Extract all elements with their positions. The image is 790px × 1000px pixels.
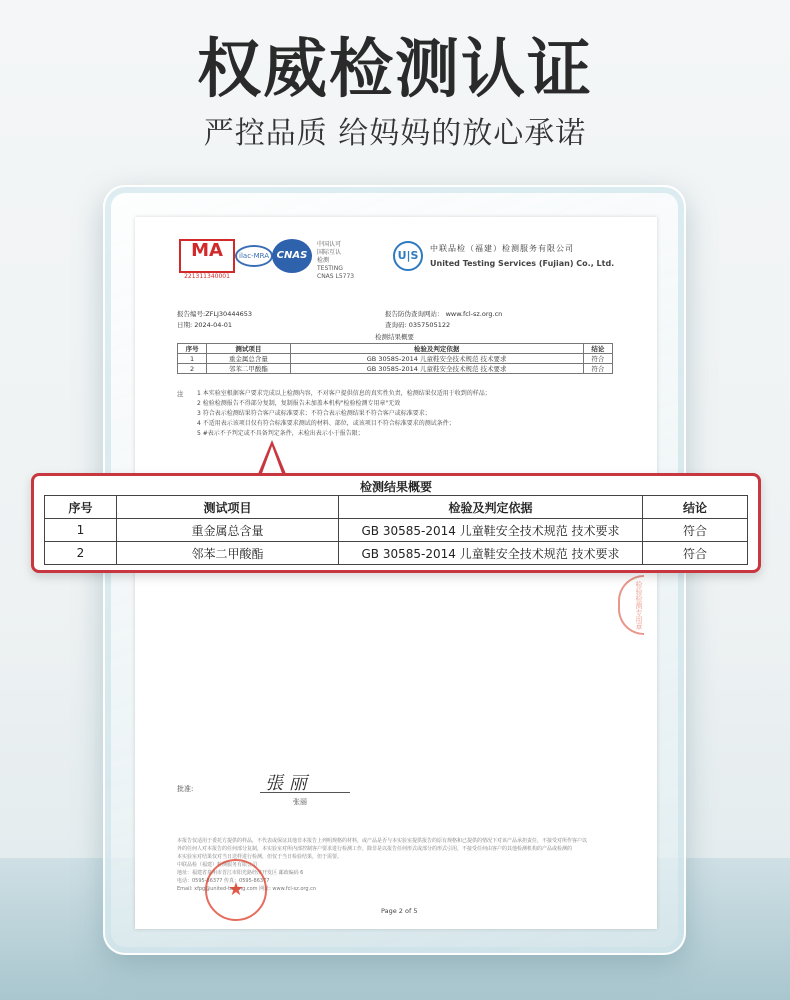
cell: 1 (178, 354, 207, 364)
headline: 权威检测认证 (197, 33, 593, 107)
table-header-row (45, 496, 748, 519)
notes-label: 注 (177, 390, 184, 398)
cnas-line: 国际互认 (317, 249, 342, 256)
cnas-side-text (317, 241, 377, 281)
query-code: 查询码: 0357505122 (385, 321, 451, 329)
report-number: 报告编号:ZFLJ30444653 (177, 310, 253, 318)
subline: 严控品质 给妈妈的放心承诺 (203, 116, 587, 151)
official-stamp: ★ (205, 859, 267, 921)
callout-pointer-inner (261, 446, 283, 476)
cell: 2 (178, 364, 207, 374)
header-cell: 序号 (178, 344, 207, 354)
header-index: 序号 (45, 496, 117, 519)
cnas-line: 中国认可 (317, 241, 342, 248)
note-item: 1 本实验室根据客户要求完成以上检测内容，不对客户提供信息的真实性负责，检测结果仅适用于收到的样品； (197, 390, 491, 397)
header-basis: 检验及判定依据 (339, 496, 643, 519)
edge-stamp: 检验检测专用章 (618, 575, 644, 635)
table-header-row (178, 344, 613, 354)
cell-conclusion: 符合 (643, 519, 748, 542)
test-report-document (135, 217, 657, 929)
report-date: 日期: 2024-04-01 (177, 321, 233, 329)
approve-label: 批准: (177, 785, 194, 793)
cell: GB 30585-2014 儿童鞋安全技术规范 技术要求 (290, 354, 583, 364)
page-number: Page 2 of 5 (381, 907, 418, 915)
header-cell: 结论 (583, 344, 612, 354)
header-cell: 检验及判定依据 (290, 344, 583, 354)
table-row (178, 364, 613, 374)
company-name-en: United Testing Services (Fujian) Co., Ltd. (430, 259, 615, 268)
cnas-logo: CNAS (272, 239, 312, 273)
footer-line: 外的任何人对本报告的任何部分复制，本实验室对所内部控制客户要求进行检测工作，除非是以报告任何形式或部分的形式引用，不接受任何由客户的其他检测机构的产品或检测的 (177, 846, 573, 852)
cell: 重金属总含量 (207, 354, 290, 364)
cell-conclusion: 符合 (643, 542, 748, 565)
callout-title: 检测结果概要 (359, 480, 432, 494)
footer-line: Email: xfpg@united-testing.com 网址: www.fcl-sz.org.cn (177, 886, 317, 892)
footer-line: 电话：0595-86377 传真：0595-86377 (177, 878, 270, 884)
ust-logo: U|S (393, 241, 423, 271)
cell-index: 2 (45, 542, 117, 565)
note-item: 3 符合表示检测结果符合客户或标准要求；不符合表示检测结果不符合客户或标准要求； (197, 410, 431, 417)
results-table (44, 495, 748, 565)
header-cell: 测试项目 (207, 344, 290, 354)
cell: GB 30585-2014 儿童鞋安全技术规范 技术要求 (290, 364, 583, 374)
cnas-line: 检测 (317, 257, 330, 264)
header-conclusion: 结论 (643, 496, 748, 519)
note-item: 2 检验检测报告不得部分复制，复制报告未加盖本机构"检验检测专用章"无效 (197, 400, 401, 407)
ma-number: 221311340001 (184, 273, 230, 280)
signature-line (260, 792, 350, 793)
signature: 張 丽 (265, 773, 307, 794)
cell-test-item: 重金属总含量 (117, 519, 339, 542)
footer-line: 地址：福建省泉州市晋江市阳光路经济开发区 邮政编码 6 (177, 870, 304, 876)
footer-line: 本实验室对结果仅对当日送样进行检测，但仅于当日检验结果，但于需要。 (177, 854, 343, 860)
magnified-results-callout (31, 473, 761, 573)
cnas-line: CNAS L5773 (317, 273, 355, 280)
company-name-cn: 中联品检（福建）检测服务有限公司 (430, 244, 574, 253)
query-site: 报告防伪查询网站： www.fcl-sz.org.cn (385, 310, 503, 318)
note-item: 4 不适用表示该项目仅有符合标准要求测试的材料、部位，或该项目不符合标准要求的测试条件； (197, 420, 455, 427)
table-row (45, 542, 748, 565)
ma-logo: MA (179, 239, 235, 273)
cell-index: 1 (45, 519, 117, 542)
notes-list (197, 389, 637, 439)
cell-basis: GB 30585-2014 儿童鞋安全技术规范 技术要求 (339, 542, 643, 565)
table-row (45, 519, 748, 542)
cell-test-item: 邻苯二甲酸酯 (117, 542, 339, 565)
cell: 符合 (583, 364, 612, 374)
header-test-item: 测试项目 (117, 496, 339, 519)
footer-line: 中联品检（福建）检测服务有限公司 (177, 862, 258, 868)
footer-line: 本报告仅适用于委托方提供的样品，不代表或保证其他非本报告上列明规格的材料，或产品是否与本实验室提供报告的原有规格和已提供的情况下对该产品承担责任，不接受对所作客户以 (177, 838, 588, 844)
cnas-line: TESTING (317, 265, 343, 272)
note-item: 5 #表示不予判定或不具备判定条件，未检出表示小于报告限； (197, 430, 364, 437)
mini-results-table (177, 343, 613, 374)
cell: 符合 (583, 354, 612, 364)
summary-title: 检测结果概要 (375, 333, 414, 341)
cell: 邻苯二甲酸酯 (207, 364, 290, 374)
cell-basis: GB 30585-2014 儿童鞋安全技术规范 技术要求 (339, 519, 643, 542)
table-row (178, 354, 613, 364)
ilac-logo: ilac-MRA (235, 245, 273, 267)
signature-name: 张丽 (293, 798, 307, 806)
